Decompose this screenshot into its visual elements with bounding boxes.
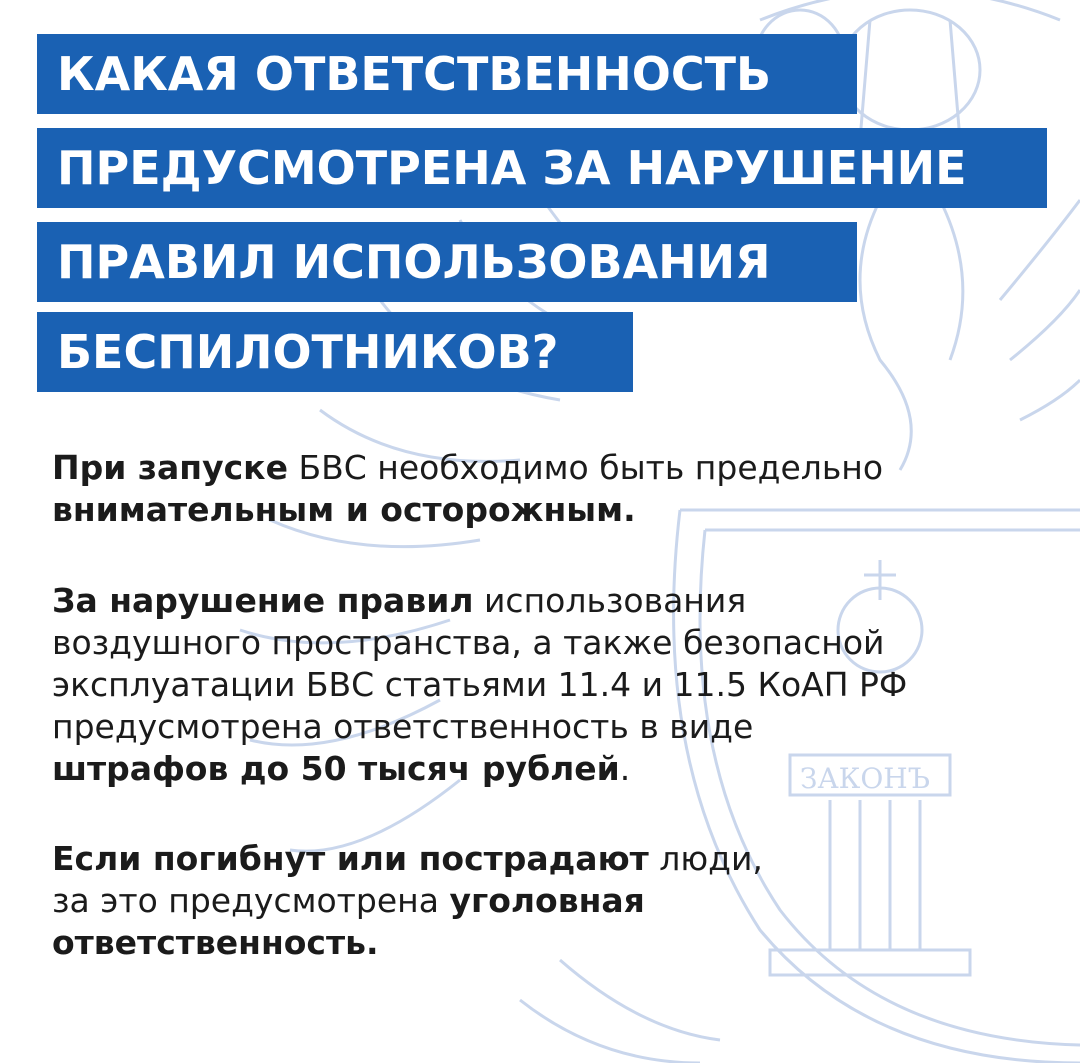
- regular-phrase: БВС необходимо быть предельно: [287, 448, 884, 487]
- paragraph-line: [52, 748, 907, 790]
- bold-phrase: Если погибнут или пострадают: [52, 839, 649, 878]
- regular-phrase: за это предусмотрена: [52, 881, 450, 920]
- paragraph-line: [52, 580, 907, 622]
- title-line-2: ПРЕДУСМОТРЕНА ЗА НАРУШЕНИЕ: [37, 128, 1047, 208]
- paragraph-line: воздушного пространства, а также безопасной: [52, 623, 885, 662]
- title-line-3: ПРАВИЛ ИСПОЛЬЗОВАНИЯ: [37, 222, 857, 302]
- paragraph-line: [52, 447, 883, 489]
- paragraph-line: [52, 489, 883, 531]
- paragraph-caution: [52, 447, 883, 531]
- regular-phrase: .: [619, 749, 631, 788]
- paragraph-line: [52, 880, 763, 922]
- bold-phrase: уголовная: [449, 881, 645, 920]
- title-line-4: БЕСПИЛОТНИКОВ?: [37, 312, 633, 392]
- paragraph-criminal-liability: [52, 838, 763, 964]
- bold-phrase: За нарушение правил: [52, 581, 474, 620]
- regular-phrase: люди,: [648, 839, 763, 878]
- bold-phrase: ответственность.: [52, 923, 379, 962]
- title-line-1: КАКАЯ ОТВЕТСТВЕННОСТЬ: [37, 34, 857, 114]
- paragraph-line: эксплуатации БВС статьями 11.4 и 11.5 КоАП РФ: [52, 665, 908, 704]
- paragraph-line: предусмотрена ответственность в виде: [52, 707, 754, 746]
- paragraph-line: [52, 838, 763, 880]
- bold-phrase: штрафов до 50 тысяч рублей: [52, 749, 620, 788]
- emblem-law-label: ЗАКОНЪ: [800, 762, 930, 795]
- paragraph-line: [52, 922, 763, 964]
- bold-phrase: При запуске: [52, 448, 288, 487]
- bold-phrase: внимательным и осторожным.: [52, 490, 636, 529]
- regular-phrase: использования: [473, 581, 747, 620]
- paragraph-fines: [52, 580, 907, 790]
